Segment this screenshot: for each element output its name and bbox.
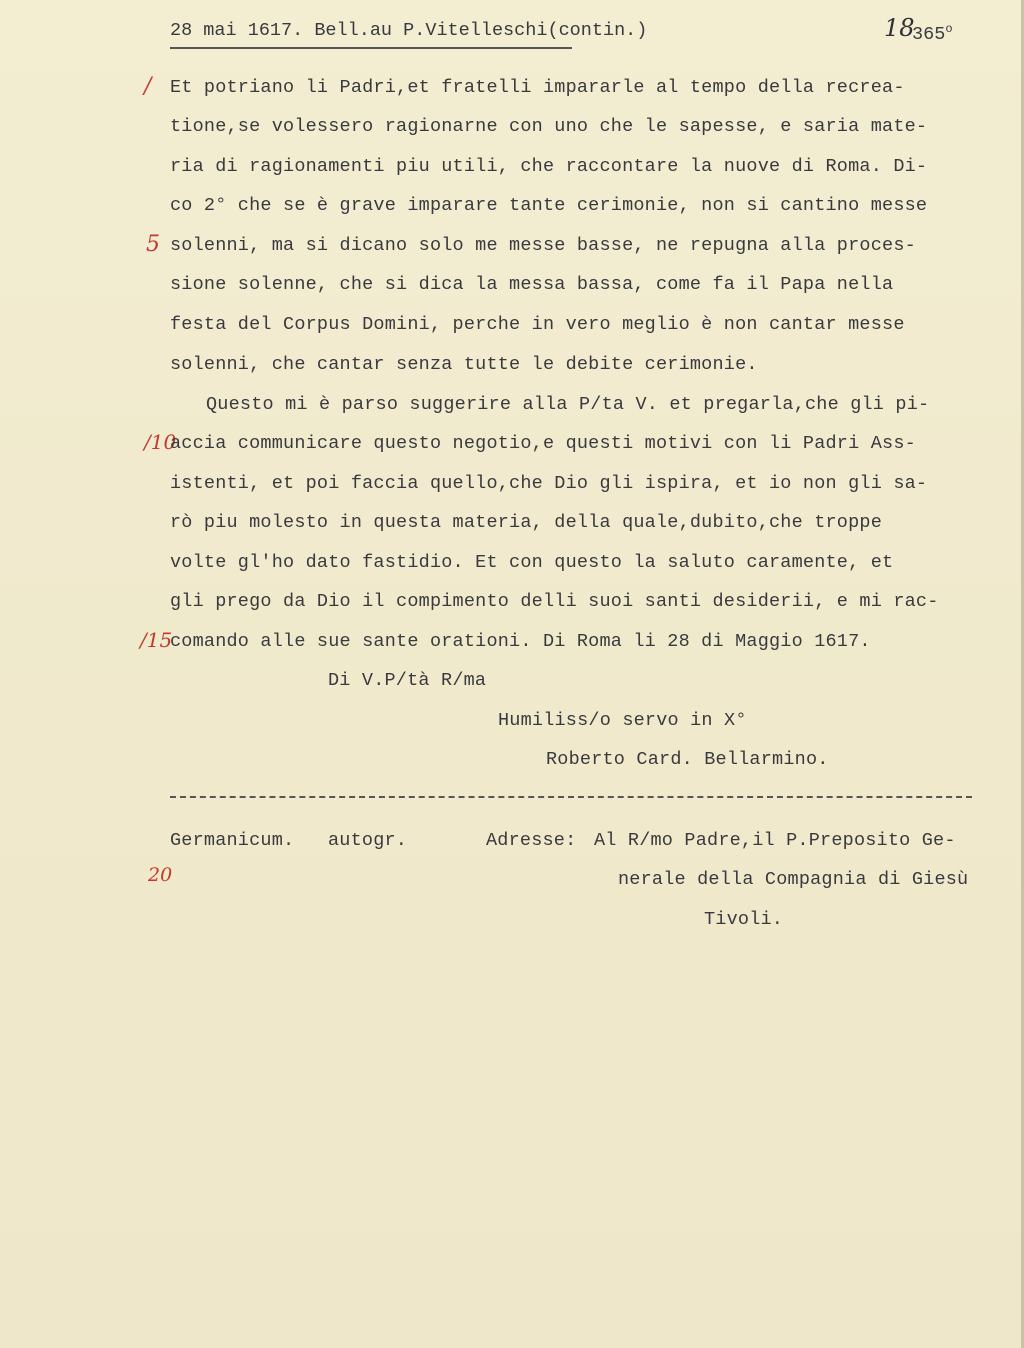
body-line: solenni, ma si dicano solo me messe basse, ne repugna alla proces-: [170, 235, 916, 256]
body-line: volte gl'ho dato fastidio. Et con questo la saluto caramente, et: [170, 552, 894, 573]
address-line-1: Al R/mo Padre,il P.Preposito Ge-: [594, 830, 956, 851]
body-line: istenti, et poi faccia quello,che Dio gli ispira, et io non gli sa-: [170, 473, 928, 494]
document-header: 28 mai 1617. Bell.au P.Vitelleschi(contin.): [170, 20, 648, 41]
body-line: Questo mi è parso suggerire alla P/ta V. et pregarla,che gli pi-: [206, 394, 930, 415]
typed-page-number: [912, 22, 953, 45]
closing-servant: Humiliss/o servo in X°: [498, 710, 747, 731]
address-line-3: Tivoli.: [704, 909, 784, 930]
footer-source: Germanicum.: [170, 830, 295, 851]
margin-mark-line-15: /15: [140, 628, 173, 652]
body-line: rò piu molesto in questa materia, della quale,dubito,che troppe: [170, 512, 883, 533]
page-number-suffix: o: [945, 22, 953, 36]
body-line: Et potriano li Padri,et fratelli impararle al tempo della recrea-: [170, 77, 905, 98]
body-line: co 2° che se è grave imparare tante cerimonie, non si cantino messe: [170, 195, 928, 216]
address-line-2: nerale della Compagnia di Giesù: [618, 869, 969, 890]
separator-rule: [170, 796, 972, 798]
footer-type: autogr.: [328, 830, 408, 851]
margin-mark-line-5: 5: [146, 232, 160, 257]
pencil-page-number: 18: [884, 14, 915, 42]
body-line: solenni, che cantar senza tutte le debite cerimonie.: [170, 354, 758, 375]
body-line: accia communicare questo negotio,e questi motivi con li Padri Ass-: [170, 433, 916, 454]
body-line: tione,se volessero ragionarne con uno che le sapesse, e saria mate-: [170, 116, 928, 137]
address-label: Adresse:: [486, 830, 577, 851]
body-line: comando alle sue sante orationi. Di Roma li 28 di Maggio 1617.: [170, 631, 871, 652]
margin-mark-line-1: /: [144, 74, 152, 99]
body-line: sione solenne, che si dica la messa bassa, come fa il Papa nella: [170, 274, 894, 295]
body-line: ria di ragionamenti piu utili, che raccontare la nuove di Roma. Di-: [170, 156, 928, 177]
page-number-value: 365: [912, 24, 946, 46]
body-line: festa del Corpus Domini, perche in vero meglio è non cantar messe: [170, 314, 905, 335]
margin-mark-line-10: /10: [144, 430, 177, 454]
closing-salutation: Di V.P/tà R/ma: [328, 670, 487, 691]
body-line: gli prego da Dio il compimento delli suoi santi desiderii, e mi rac-: [170, 591, 939, 612]
archive-number-mark: 20: [148, 864, 173, 886]
header-underline: [170, 47, 572, 49]
signature: Roberto Card. Bellarmino.: [546, 749, 829, 770]
